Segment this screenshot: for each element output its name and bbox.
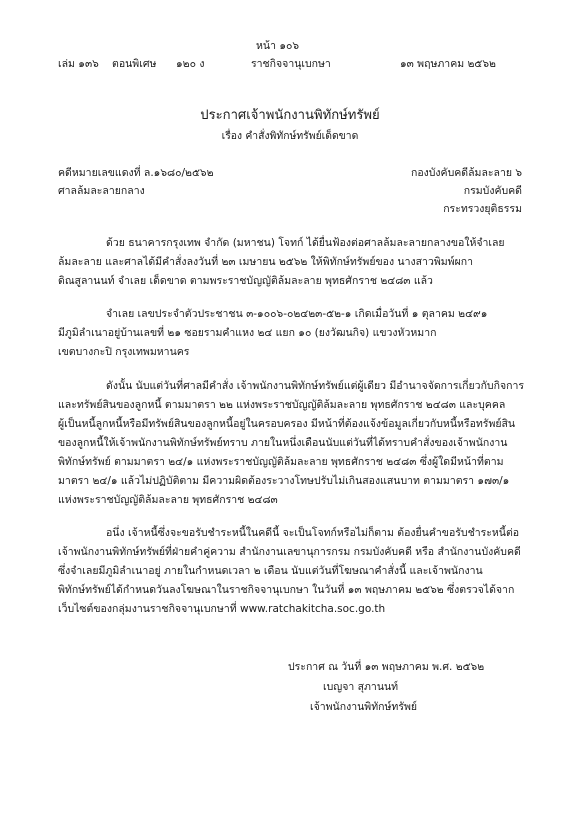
case-number: คดีหมายเลขแดงที่ ล.๑๖๘๐/๒๕๖๒ bbox=[58, 167, 214, 179]
paragraph-line: เว็บไซต์ของกลุ่มงานราชกิจจานุเบกษาที่ www.ratchakitcha.soc.go.th bbox=[58, 603, 386, 615]
department-name: กรมบังคับคดี bbox=[463, 185, 522, 197]
paragraph-line: ด้วย ธนาคารกรุงเทพ จำกัด (มหาชน) โจทก์ ได้ยื่นฟ้องต่อศาลล้มละลายกลางขอให้จำเลย bbox=[106, 237, 505, 249]
paragraph-line: พิทักษ์ทรัพย์ได้กำหนดวันลงโฆษณาในราชกิจจานุเบกษา ในวันที่ ๑๓ พฤษภาคม ๒๕๖๒ ซึ่งตรวจได้จาก bbox=[58, 584, 515, 596]
announcement-subject: เรื่อง คำสั่งพิทักษ์ทรัพย์เด็ดขาด bbox=[221, 130, 359, 142]
office-name: กองบังคับคดีล้มละลาย ๖ bbox=[410, 167, 522, 179]
announcement-date: ประกาศ ณ วันที่ ๑๓ พฤษภาคม พ.ศ. ๒๕๖๒ bbox=[288, 661, 485, 673]
paragraph-line: เขตบางกะปิ กรุงเทพมหานคร bbox=[58, 346, 190, 358]
court-name: ศาลล้มละลายกลาง bbox=[58, 185, 145, 197]
paragraph-line: มาตรา ๒๔/๑ แล้วไม่ปฏิบัติตาม มีความผิดต้องระวางโทษปรับไม่เกินสองแสนบาท ตามมาตรา ๑๗๓/๑ bbox=[58, 475, 510, 487]
paragraph-line: ดิณสูลานนท์ จำเลย เด็ดขาด ตามพระราชบัญญัติล้มละลาย พุทธศักราช ๒๔๘๓ แล้ว bbox=[58, 275, 433, 287]
page-number: หน้า ๑๐๖ bbox=[256, 40, 300, 52]
paragraph-line: ผู้เป็นหนี้ลูกหนี้หรือมีทรัพย์สินของลูกหนี้อยู่ในครอบครอง มีหน้าที่ต้องแจ้งข้อมูลเกี่ยวกับหนี้หรือทรัพย์สิน bbox=[58, 418, 516, 430]
paragraph-line: แห่งพระราชบัญญัติล้มละลาย พุทธศักราช ๒๔๘๓ bbox=[58, 494, 278, 506]
paragraph-line: และทรัพย์สินของลูกหนี้ ตามมาตรา ๒๒ แห่งพระราชบัญญัติล้มละลาย พุทธศักราช ๒๔๘๓ และบุคคล bbox=[58, 399, 506, 411]
paragraph-line: ล้มละลาย และศาลได้มีคำสั่งลงวันที่ ๒๓ เมษายน ๒๕๖๒ ให้พิทักษ์ทรัพย์ของ นางสาวพิมพ์ผกา bbox=[58, 256, 474, 268]
paragraph-line: ของลูกหนี้ให้เจ้าพนักงานพิทักษ์ทรัพย์ทราบ ภายในหนึ่งเดือนนับแต่วันที่ได้ทราบคำสั่งของเจ้าพนักงาน bbox=[58, 437, 508, 449]
header-gazette-name: ราชกิจจานุเบกษา bbox=[251, 58, 331, 70]
paragraph-line: ซึ่งจำเลยมีภูมิลำเนาอยู่ ภายในกำหนดเวลา ๒ เดือน นับแต่วันที่โฆษณาคำสั่งนี้ และเจ้าพนักงาน bbox=[58, 565, 483, 577]
ministry-name: กระทรวงยุติธรรม bbox=[443, 203, 522, 215]
header-section: ตอนพิเศษ bbox=[112, 58, 157, 70]
paragraph-line: ดังนั้น นับแต่วันที่ศาลมีคำสั่ง เจ้าพนักงานพิทักษ์ทรัพย์แต่ผู้เดียว มีอำนาจจัดการเกี่ยวกับกิจการ bbox=[106, 380, 524, 392]
header-section-number: ๑๒๐ ง bbox=[176, 58, 205, 70]
header-date: ๑๓ พฤษภาคม ๒๕๖๒ bbox=[400, 58, 496, 70]
announcement-title: ประกาศเจ้าพนักงานพิทักษ์ทรัพย์ bbox=[200, 108, 380, 123]
header-volume: เล่ม ๑๓๖ bbox=[58, 58, 99, 70]
signatory-position: เจ้าพนักงานพิทักษ์ทรัพย์ bbox=[310, 701, 418, 713]
paragraph-line: อนึ่ง เจ้าหนี้ซึ่งจะขอรับชำระหนี้ในคดีนี้ จะเป็นโจทก์หรือไม่ก็ตาม ต้องยื่นคำขอรับชำระหนี้ต่อ bbox=[106, 527, 520, 539]
signatory-name: เบญจา สุภานนท์ bbox=[323, 681, 399, 693]
paragraph-line: จำเลย เลขประจำตัวประชาชน ๓-๑๐๐๖-๐๒๔๒๓-๕๒-๑ เกิดเมื่อวันที่ ๑ ตุลาคม ๒๔๙๑ bbox=[106, 308, 488, 320]
paragraph-line: พิทักษ์ทรัพย์ ตามมาตรา ๒๔/๑ แห่งพระราชบัญญัติล้มละลาย พุทธศักราช ๒๔๘๓ ซึ่งผู้ใดมีหน้าที่ตาม bbox=[58, 456, 504, 468]
paragraph-line: มีภูมิลำเนาอยู่บ้านเลขที่ ๒๑ ซอยรามคำแหง ๒๔ แยก ๑๐ (ยงวัฒนกิจ) แขวงหัวหมาก bbox=[58, 327, 437, 339]
paragraph-line: เจ้าพนักงานพิทักษ์ทรัพย์ที่ฝ่ายคำคู่ความ สำนักงานเลขานุการกรม กรมบังคับคดี หรือ สำนักงานบังคับคดี bbox=[58, 546, 521, 558]
